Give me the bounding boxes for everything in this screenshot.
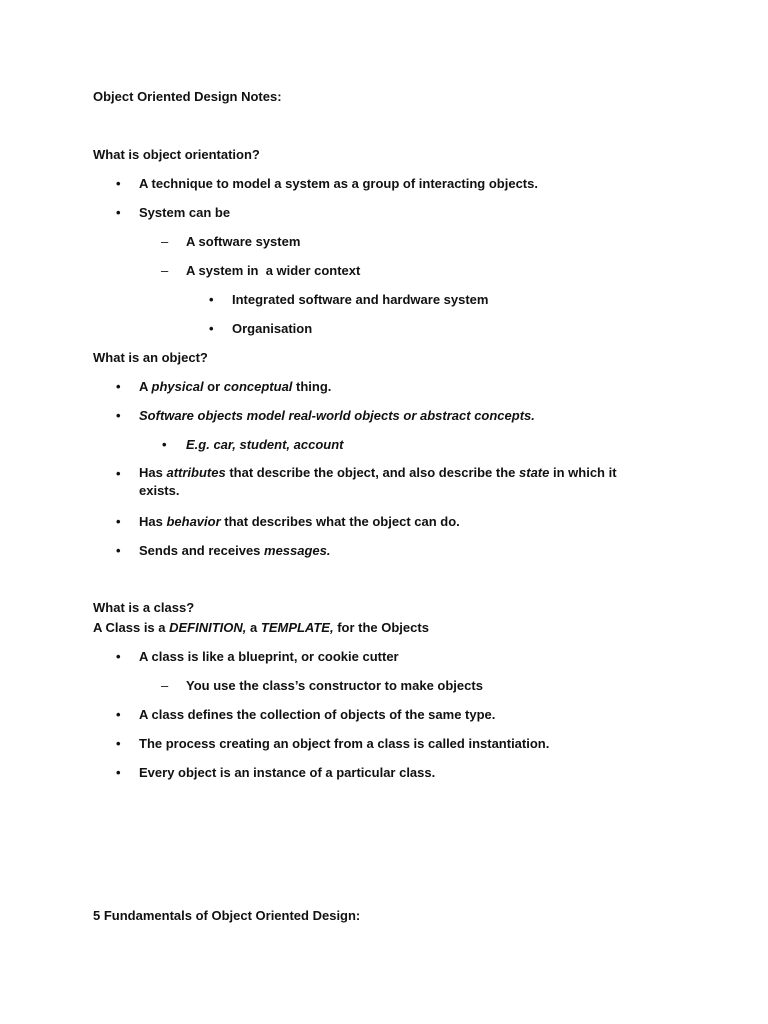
text-run-italic: state bbox=[519, 465, 550, 480]
dash-marker: – bbox=[161, 678, 169, 693]
sub-item-software-system: A software system bbox=[186, 234, 301, 249]
bullet-marker: • bbox=[116, 466, 121, 481]
text-run: in which it exists. bbox=[139, 465, 621, 498]
bullet-marker: • bbox=[209, 321, 214, 336]
text-run: a bbox=[246, 620, 261, 635]
sub-item-example bbox=[186, 436, 343, 454]
bullet-marker: • bbox=[116, 649, 121, 664]
text-run: for the Objects bbox=[333, 620, 429, 635]
text-run-italic: conceptual bbox=[223, 379, 293, 394]
bullet-marker: • bbox=[116, 205, 121, 220]
section-heading-class: What is a class? bbox=[93, 600, 195, 615]
text-run-italic: physical bbox=[151, 379, 204, 394]
text-run: Sends and receives bbox=[139, 543, 265, 558]
section-heading-fundamentals: 5 Fundamentals of Object Oriented Design: bbox=[93, 908, 361, 923]
dash-marker: – bbox=[161, 234, 169, 249]
sub-sub-item-integrated: Integrated software and hardware system bbox=[232, 292, 489, 307]
bullet-marker: • bbox=[116, 379, 121, 394]
section-heading-object: What is an object? bbox=[93, 350, 208, 365]
text-run: Has bbox=[139, 465, 167, 480]
bullet-marker: • bbox=[116, 514, 121, 529]
text-run: A Class is a bbox=[93, 620, 170, 635]
bullet-marker: • bbox=[116, 707, 121, 722]
list-item-orientation-1: A technique to model a system as a group of interacting objects. bbox=[139, 176, 538, 191]
list-item-class-1: A class is like a blueprint, or cookie cutter bbox=[139, 649, 399, 664]
sub-sub-item-organisation: Organisation bbox=[232, 321, 313, 336]
bullet-marker: • bbox=[116, 543, 121, 558]
text-run: A bbox=[139, 379, 152, 394]
bullet-marker: • bbox=[116, 176, 121, 191]
text-run: that describe the object, and also describe the bbox=[225, 465, 520, 480]
sub-item-wider-context: A system in a wider context bbox=[186, 263, 361, 278]
dash-marker: – bbox=[161, 263, 169, 278]
text-run: that describes what the object can do. bbox=[220, 514, 460, 529]
bullet-marker: • bbox=[116, 765, 121, 780]
text-run-italic: TEMPLATE, bbox=[260, 620, 334, 635]
bullet-marker: • bbox=[116, 408, 121, 423]
bullet-marker: • bbox=[209, 292, 214, 307]
list-item-class-2: A class defines the collection of objects of the same type. bbox=[139, 707, 496, 722]
text-run-italic: E.g. car, student, account bbox=[186, 437, 344, 452]
list-item-class-4: Every object is an instance of a particular class. bbox=[139, 765, 436, 780]
text-run: or bbox=[203, 379, 224, 394]
section-heading-orientation: What is object orientation? bbox=[93, 147, 260, 162]
text-run-italic: Software objects model real-world objects or abstract concepts. bbox=[139, 408, 535, 423]
text-run-italic: behavior bbox=[166, 514, 221, 529]
text-run-italic: attributes bbox=[166, 465, 226, 480]
text-run: thing. bbox=[292, 379, 332, 394]
text-run-italic: messages. bbox=[264, 543, 331, 558]
list-item-object-3 bbox=[139, 464, 649, 500]
list-item-object-4 bbox=[139, 513, 460, 531]
class-definition-line bbox=[93, 619, 429, 637]
bullet-marker: • bbox=[116, 736, 121, 751]
bullet-marker: • bbox=[162, 437, 167, 452]
list-item-orientation-2: System can be bbox=[139, 205, 231, 220]
page-title: Object Oriented Design Notes: bbox=[93, 89, 282, 104]
list-item-object-1 bbox=[139, 378, 331, 396]
list-item-class-3: The process creating an object from a class is called instantiation. bbox=[139, 736, 550, 751]
text-run: Has bbox=[139, 514, 167, 529]
text-run-italic: DEFINITION, bbox=[169, 620, 247, 635]
list-item-object-2 bbox=[139, 407, 535, 425]
sub-item-constructor: You use the class’s constructor to make objects bbox=[186, 678, 483, 693]
list-item-object-5 bbox=[139, 542, 331, 560]
